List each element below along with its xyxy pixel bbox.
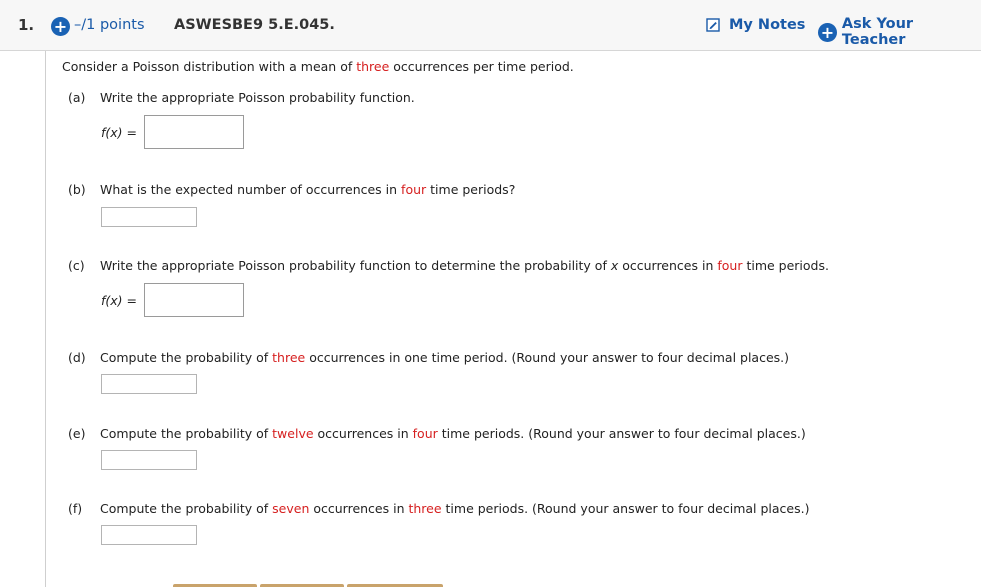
part-c-text-end: time periods.: [742, 258, 829, 273]
part-c-fx-label: [101, 293, 137, 308]
question-number: 1.: [18, 16, 35, 34]
fx-text: f(x): [101, 125, 123, 140]
intro-highlight: three: [356, 59, 390, 74]
part-f-answer-input[interactable]: [101, 525, 197, 545]
part-f-text: Compute the probability of: [100, 501, 273, 516]
part-a-fx-label: [101, 125, 137, 140]
part-c-answer-input[interactable]: [144, 283, 244, 317]
part-a-answer-input[interactable]: [144, 115, 244, 149]
part-c-prompt: [68, 258, 829, 273]
part-f-text-end: time periods. (Round your answer to four decimal places.): [441, 501, 810, 516]
part-d-text: Compute the probability of: [100, 350, 273, 365]
part-d-prompt: [68, 350, 789, 365]
intro-text: Consider a Poisson distribution with a mean of: [62, 59, 357, 74]
part-f-label: (f): [68, 501, 83, 516]
part-d-highlight: three: [272, 350, 306, 365]
plus-circle-icon: +: [818, 23, 837, 42]
question-intro: [62, 59, 574, 74]
part-b-label: (b): [68, 182, 86, 197]
part-d-label: (d): [68, 350, 86, 365]
part-e-highlight-1: twelve: [272, 426, 314, 441]
equals-sign: =: [122, 293, 138, 308]
part-e-highlight-2: four: [412, 426, 438, 441]
part-a-label: (a): [68, 90, 86, 105]
part-d-answer-input[interactable]: [101, 374, 197, 394]
part-c-label: (c): [68, 258, 85, 273]
part-b-answer-input[interactable]: [101, 207, 197, 227]
part-c-text-mid: occurrences in: [618, 258, 718, 273]
part-f-highlight-1: seven: [272, 501, 310, 516]
ask-your-teacher-label: Ask Your Teacher: [841, 16, 914, 48]
part-e-text: Compute the probability of: [100, 426, 273, 441]
part-e-prompt: [68, 426, 806, 441]
part-c-highlight: four: [717, 258, 743, 273]
part-b-highlight: four: [401, 182, 427, 197]
question-id: ASWESBE9 5.E.045.: [174, 17, 335, 33]
part-e-answer-input[interactable]: [101, 450, 197, 470]
intro-text-end: occurrences per time period.: [389, 59, 574, 74]
part-a-prompt: [68, 90, 415, 105]
plus-circle-icon[interactable]: +: [51, 17, 70, 36]
part-d-text-end: occurrences in one time period. (Round your answer to four decimal places.): [305, 350, 790, 365]
part-b-text: What is the expected number of occurrences in: [100, 182, 402, 197]
part-f-highlight-2: three: [408, 501, 442, 516]
part-e-label: (e): [68, 426, 86, 441]
part-f-text-mid: occurrences in: [309, 501, 409, 516]
part-e-text-mid: occurrences in: [313, 426, 413, 441]
part-c-text: Write the appropriate Poisson probability function to determine the probability of: [100, 258, 611, 273]
part-b-text-end: time periods?: [426, 182, 516, 197]
part-c-var: x: [610, 258, 619, 273]
my-notes-label: My Notes: [729, 17, 806, 33]
fx-text: f(x): [101, 293, 123, 308]
part-a-text: Write the appropriate Poisson probability function.: [100, 90, 415, 105]
equals-sign: =: [122, 125, 138, 140]
part-b-prompt: [68, 182, 515, 197]
points-label: –/1 points: [74, 17, 145, 33]
part-e-text-end: time periods. (Round your answer to four decimal places.): [437, 426, 806, 441]
part-f-prompt: [68, 501, 809, 516]
